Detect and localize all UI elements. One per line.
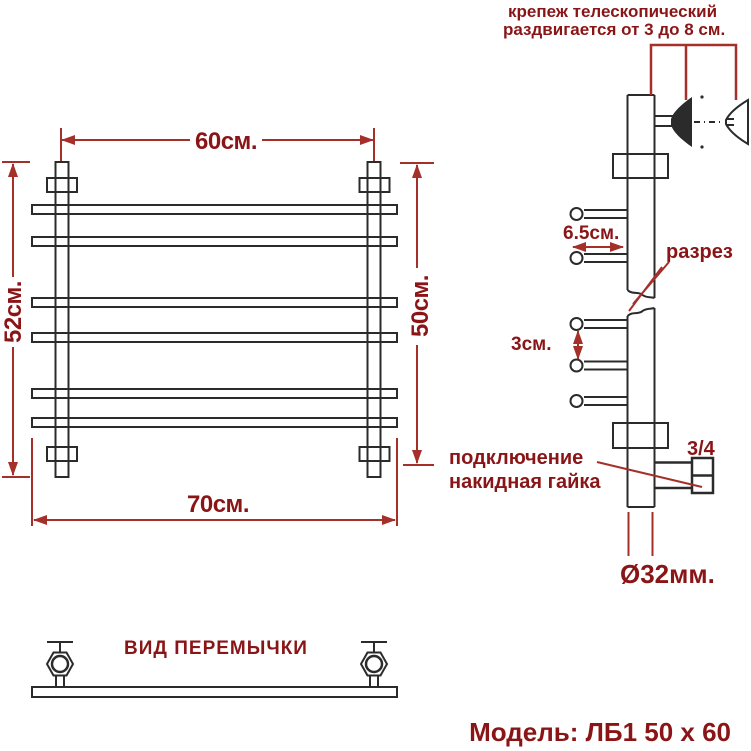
- wall-flange-far: [726, 100, 748, 144]
- crossbar: [32, 687, 397, 697]
- post-fitting-top-left: [47, 178, 77, 192]
- front-view-drawing: [32, 162, 397, 477]
- rail-tube-2: [584, 254, 627, 262]
- wall-bracket-bottom: [613, 423, 668, 448]
- fitting-cap-left: [47, 642, 73, 652]
- pipe-diameter-lines: [629, 512, 653, 556]
- rail-end-circle-2: [571, 252, 583, 264]
- rail-end-circle-3: [571, 318, 583, 330]
- fitting-circle-right: [366, 656, 382, 672]
- crossbar-view-title: ВИД ПЕРЕМЫЧКИ: [124, 638, 308, 659]
- section-pointer: [629, 262, 669, 311]
- telescopic-mount: [655, 95, 748, 148]
- pipe-diameter-label: Ø32мм.: [620, 559, 715, 589]
- post-left: [56, 162, 69, 477]
- rail-5: [32, 389, 397, 398]
- fitting-stem-left: [56, 676, 64, 688]
- crossbar-fitting-left: [47, 642, 73, 687]
- crossbar-view-drawing: [32, 638, 397, 697]
- section-label: разрез: [666, 241, 733, 263]
- rail-spacing-label: 3см.: [511, 334, 552, 355]
- rail-tube-5: [584, 397, 627, 405]
- rail-3: [32, 298, 397, 307]
- rail-2: [32, 237, 397, 246]
- telescopic-range-bracket: [651, 45, 736, 100]
- crossbar-fitting-right: [361, 642, 387, 687]
- dim-52-label: 52см.: [0, 281, 27, 343]
- pipe-upper-segment: [628, 95, 655, 298]
- rail-4: [32, 333, 397, 342]
- fitting-stem-right: [370, 676, 378, 688]
- fitting-cap-right: [361, 642, 387, 652]
- connection-label-line1: подключение: [449, 447, 584, 469]
- dim-70-label: 70см.: [187, 491, 249, 518]
- center-mark-top: [700, 95, 703, 98]
- center-mark-bottom: [700, 145, 703, 148]
- post-fitting-bottom-left: [47, 447, 77, 461]
- pipe-lower-segment: [628, 308, 655, 507]
- dim-50-label: 50см.: [407, 275, 434, 337]
- connection-pointer: [597, 462, 702, 487]
- rail-offset-label: 6.5см.: [563, 223, 620, 244]
- mount-note-line2: раздвигается от 3 до 8 см.: [503, 20, 726, 39]
- thread-size-label: 3/4: [687, 438, 715, 460]
- mount-note-line1: крепеж телескопический: [508, 2, 718, 21]
- bottom-connection: [655, 458, 713, 493]
- rail-tube-3: [584, 320, 627, 328]
- rail-end-circle-4: [571, 360, 583, 372]
- side-view-annotations: [449, 2, 736, 589]
- rail-end-circle-5: [571, 395, 583, 407]
- front-view-dimensions: [0, 128, 434, 526]
- rail-1: [32, 205, 397, 214]
- rail-end-circle-1: [571, 208, 583, 220]
- post-fitting-bottom-right: [360, 447, 390, 461]
- dim-60-label: 60см.: [195, 128, 257, 155]
- fitting-circle-left: [52, 656, 68, 672]
- rail-6: [32, 418, 397, 427]
- post-right: [368, 162, 381, 477]
- post-fitting-top-right: [360, 178, 390, 192]
- rail-tube-1: [584, 210, 627, 218]
- connection-label-line2: накидная гайка: [449, 471, 601, 493]
- model-label: Модель: ЛБ1 50 х 60: [469, 717, 731, 747]
- rail-tube-4: [584, 362, 627, 370]
- wall-bracket-top: [613, 154, 668, 178]
- side-view-drawing: [571, 95, 749, 507]
- wall-flange-near: [671, 97, 692, 147]
